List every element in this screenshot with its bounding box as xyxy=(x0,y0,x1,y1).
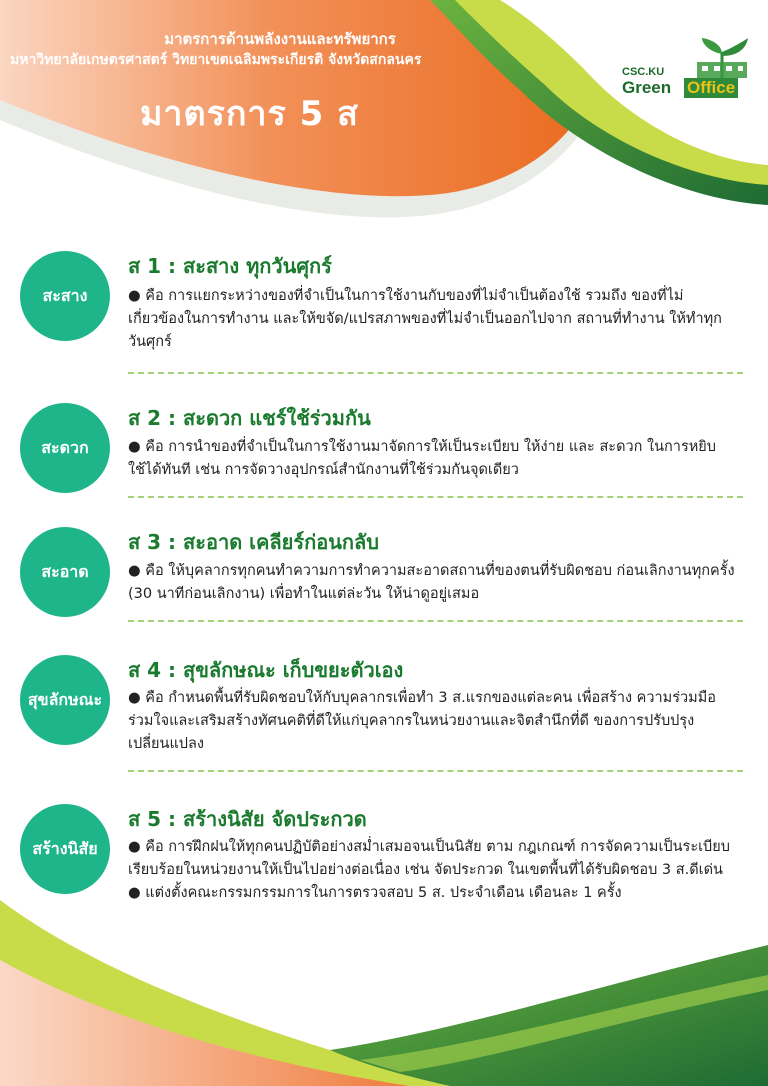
section-5-body xyxy=(128,836,738,905)
section-1-bullet: ● คือ การแยกระหว่างของที่จำเป็นในการใช้งานกับของที่ไม่จำเป็นต้องใช้ รวมถึง ของที่ไม่เกี่ยวข้องในการทำงาน และให้ขจัด/แปรสภาพของที่ไม่จำเป็นออกไปจาก สถานที่ทำงาน ให้ทำทุกวันศุกร์ xyxy=(128,288,722,350)
badge-saat: สะอาด xyxy=(20,527,110,617)
badge-sukhalaksana: สุขลักษณะ xyxy=(20,655,110,745)
section-3-title: ส 3 : สะอาด เคลียร์ก่อนกลับ xyxy=(128,530,379,554)
leaf-icon xyxy=(692,38,752,78)
header-organization-line: มาตรการด้านพลังงานและทรัพยากร xyxy=(164,30,396,48)
section-1-body xyxy=(128,285,738,354)
header-university-line: มหาวิทยาลัยเกษตรศาสตร์ วิทยาเขตเฉลิมพระเกียรติ จังหวัดสกลนคร xyxy=(10,52,422,68)
section-5-bullet-1: ● คือ การฝึกฝนให้ทุกคนปฏิบัติอย่างสม่ำเสมอจนเป็นนิสัย ตาม กฎเกณฑ์ การจัดความเป็นระเบียบเรียบร้อยในหน่วยงานให้เป็นไปอย่างต่อเนื่อง เช่น จัดประกวด ในเขตพื้นที่ได้รับผิดชอบ 3 ส.ดีเด่น xyxy=(128,839,730,878)
section-5-bullet-2: ● แต่งตั้งคณะกรรมกรรมการในการตรวจสอบ 5 ส. ประจำเดือน เดือนละ 1 ครั้ง xyxy=(128,885,622,901)
section-5-title: ส 5 : สร้างนิสัย จัดประกวด xyxy=(128,807,367,831)
logo-green-text: Green xyxy=(622,78,672,97)
badge-sangnisai: สร้างนิสัย xyxy=(20,804,110,894)
divider xyxy=(128,620,743,622)
section-4-bullet: ● คือ กำหนดพื้นที่รับผิดชอบให้กับบุคลากรเพื่อทำ 3 ส.แรกของแต่ละคน เพื่อสร้าง ความร่วมมือ ร่วมใจและเสริมสร้างทัศนคติที่ดีให้แก่บุคลากรในหน่วยงานและจิตสำนึกที่ดี ของการปรับปรุงเปลี่ยนแปลง xyxy=(128,690,716,752)
section-1-title: ส 1 : สะสาง ทุกวันศุกร์ xyxy=(128,254,332,278)
logo-office-text: Office xyxy=(684,78,738,98)
divider xyxy=(128,496,743,498)
divider xyxy=(128,770,743,772)
section-3-bullet: ● คือ ให้บุคลากรทุกคนทำความการทำความสะอาดสถานที่ของตนที่รับผิดชอบ ก่อนเลิกงานทุกครั้ง (30 นาทีก่อนเลิกงาน) เพื่อทำในแต่ล่ะวัน ให้น่าดูอยู่เสมอ xyxy=(128,563,735,602)
badge-saduak: สะดวก xyxy=(20,403,110,493)
section-2-bullet: ● คือ การนำของที่จำเป็นในการใช้งานมาจัดการให้เป็นระเบียบ ให้ง่าย และ สะดวก ในการหยิบใช้ได้ทันที เช่น การจัดวางอุปกรณ์สำนักงานที่ใช้ร่วมกันจุดเดียว xyxy=(128,439,716,478)
page-title: มาตรการ 5 ส xyxy=(140,94,359,134)
section-4-body xyxy=(128,687,738,756)
section-4-title: ส 4 : สุขลักษณะ เก็บขยะตัวเอง xyxy=(128,658,404,682)
section-2-body xyxy=(128,436,738,482)
divider xyxy=(128,372,743,374)
section-3-body xyxy=(128,560,738,606)
logo-csc-text: CSC.KU xyxy=(622,66,665,78)
badge-sasang: สะสาง xyxy=(20,251,110,341)
section-2-title: ส 2 : สะดวก แชร์ใช้ร่วมกัน xyxy=(128,406,371,430)
green-office-logo xyxy=(622,38,757,100)
